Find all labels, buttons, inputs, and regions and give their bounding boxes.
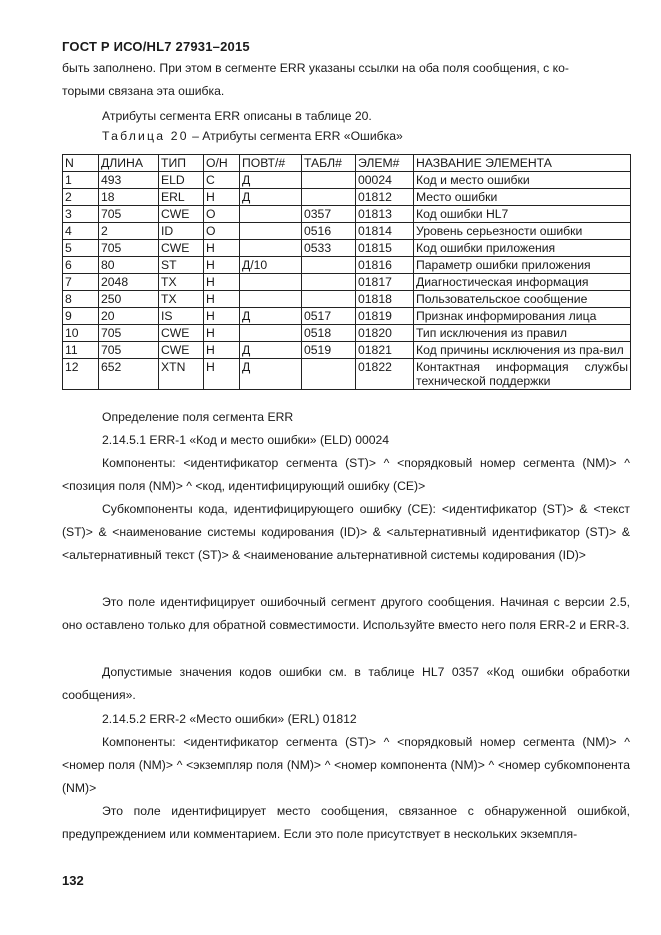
table-cell: Признак информирования лица [414, 308, 631, 325]
err-2-description: Это поле идентифицирует место сообщения, связанное с обнаруженной ошибкой, предупреждением или комментарием. Если это поле присутствует в нескольких экземпля- [62, 804, 630, 841]
table-row [63, 342, 631, 359]
table-cell: 80 [99, 257, 159, 274]
table-cell [302, 274, 356, 291]
table-cell: 01818 [356, 291, 414, 308]
table-cell: CWE [159, 325, 204, 342]
table-cell [240, 325, 302, 342]
table-cell: Д/10 [240, 257, 302, 274]
table-cell: О [204, 206, 240, 223]
table-cell: 18 [99, 189, 159, 206]
table-header-cell: ТАБЛ# [302, 155, 356, 172]
err-2-components: Компоненты: <идентификатор сегмента (ST)> ^ <порядковый номер сегмента (NM)> ^ <номер поля (NM)> ^ <экземпляр поля (NM)> ^ <номер компонента (NM)> ^ <номер субкомпонента (NM)> [62, 735, 630, 795]
table-cell: 705 [99, 240, 159, 257]
table-cell [302, 359, 356, 390]
table-cell: CWE [159, 240, 204, 257]
table-caption-dash: – [188, 129, 203, 143]
table-cell: Место ошибки [414, 189, 631, 206]
table-header-cell: О/Н [204, 155, 240, 172]
table-cell: 12 [63, 359, 99, 390]
intro-line-1: быть заполнено. При этом в сегменте ERR указаны ссылки на оба поля сообщения, с ко- [62, 61, 569, 75]
table-cell: 3 [63, 206, 99, 223]
table-row [63, 206, 631, 223]
table-cell: Диагностическая информация [414, 274, 631, 291]
intro-line-3: Атрибуты сегмента ERR описаны в таблице 20. [102, 109, 372, 123]
table-cell: Д [240, 308, 302, 325]
table-cell: Код ошибки HL7 [414, 206, 631, 223]
table-cell: 01821 [356, 342, 414, 359]
table-cell: 20 [99, 308, 159, 325]
standard-header: ГОСТ Р ИСО/HL7 27931–2015 [62, 39, 250, 54]
table-cell: Код причины исключения из пра-вил [414, 342, 631, 359]
table-cell: 2048 [99, 274, 159, 291]
table-cell: Д [240, 342, 302, 359]
table-cell: 250 [99, 291, 159, 308]
table-cell: 705 [99, 342, 159, 359]
table-cell: 01820 [356, 325, 414, 342]
table-cell: Уровень серьезности ошибки [414, 223, 631, 240]
table-cell: Н [204, 274, 240, 291]
table-cell: Пользовательское сообщение [414, 291, 631, 308]
table-cell: Н [204, 359, 240, 390]
table-caption-text: Атрибуты сегмента ERR «Ошибка» [202, 129, 403, 143]
table-row [63, 172, 631, 189]
table-cell: 705 [99, 325, 159, 342]
err-1-description: Это поле идентифицирует ошибочный сегмент другого сообщения. Начиная с версии 2.5, оно оставлено только для обратной совместимости. Используйте вместо него поля ERR-2 и ERR-3. [62, 595, 630, 632]
table-row [63, 257, 631, 274]
table-cell: ID [159, 223, 204, 240]
table-cell: ERL [159, 189, 204, 206]
table-row [63, 274, 631, 291]
table-caption [102, 129, 403, 143]
table-cell: 1 [63, 172, 99, 189]
table-row [63, 291, 631, 308]
table-row [63, 308, 631, 325]
table-cell: 01819 [356, 308, 414, 325]
err-1-allowed-values: Допустимые значения кодов ошибки см. в таблице HL7 0357 «Код ошибки обработки сообщения». [62, 665, 630, 702]
table-cell: Тип исключения из правил [414, 325, 631, 342]
page-number: 132 [62, 873, 84, 888]
table-cell: С [204, 172, 240, 189]
table-cell [302, 172, 356, 189]
table-cell: 0519 [302, 342, 356, 359]
table-cell: 7 [63, 274, 99, 291]
table-cell: 0533 [302, 240, 356, 257]
table-cell: Н [204, 257, 240, 274]
table-cell: 9 [63, 308, 99, 325]
table-cell: 00024 [356, 172, 414, 189]
table-cell [302, 257, 356, 274]
table-cell: 10 [63, 325, 99, 342]
table-cell [302, 189, 356, 206]
table-cell: CWE [159, 206, 204, 223]
table-cell: 01822 [356, 359, 414, 390]
table-cell: XTN [159, 359, 204, 390]
table-row [63, 240, 631, 257]
err-attributes-table [62, 154, 631, 390]
table-cell: О [204, 223, 240, 240]
table-cell [240, 274, 302, 291]
table-cell: Н [204, 240, 240, 257]
field-heading-err-2: 2.14.5.2 ERR-2 «Место ошибки» (ERL) 01812 [102, 712, 357, 726]
table-cell: ELD [159, 172, 204, 189]
table-cell: 2 [99, 223, 159, 240]
table-cell: 8 [63, 291, 99, 308]
table-cell: 5 [63, 240, 99, 257]
table-cell: 11 [63, 342, 99, 359]
table-cell [302, 291, 356, 308]
table-cell: Н [204, 308, 240, 325]
table-cell: 2 [63, 189, 99, 206]
field-heading-err-1: 2.14.5.1 ERR-1 «Код и место ошибки» (ELD) 00024 [102, 433, 390, 447]
table-cell: Д [240, 172, 302, 189]
table-row [63, 359, 631, 390]
table-header-cell: ПОВТ/# [240, 155, 302, 172]
table-cell: 01816 [356, 257, 414, 274]
table-cell: Контактная информация службы технической поддержки [414, 359, 631, 390]
table-cell: CWE [159, 342, 204, 359]
table-cell: 0516 [302, 223, 356, 240]
table-header-cell: ТИП [159, 155, 204, 172]
table-cell: Н [204, 342, 240, 359]
table-caption-label: Таблица 20 [102, 129, 189, 143]
table-cell [240, 240, 302, 257]
table-cell: 705 [99, 206, 159, 223]
section-heading: Определение поля сегмента ERR [102, 410, 294, 424]
table-cell: Н [204, 325, 240, 342]
table-cell: 6 [63, 257, 99, 274]
table-cell: 01815 [356, 240, 414, 257]
table-cell: 0518 [302, 325, 356, 342]
table-cell: 4 [63, 223, 99, 240]
err-1-subcomponents: Субкомпоненты кода, идентифицирующего ошибку (CE): <идентификатор (ST)> & <текст (ST)> & <наименование системы кодирования (ID)> & <альтернативный идентификатор (ST)> & <альтернативный текст (ST)> & <наименование альтернативной системы кодирования (ID)> [62, 502, 630, 562]
table-row [63, 189, 631, 206]
table-cell [240, 206, 302, 223]
table-cell: TX [159, 291, 204, 308]
table-cell [240, 223, 302, 240]
table-row [63, 325, 631, 342]
table-cell: Код ошибки приложения [414, 240, 631, 257]
table-cell: TX [159, 274, 204, 291]
table-header-cell: НАЗВАНИЕ ЭЛЕМЕНТА [414, 155, 631, 172]
table-cell: 01814 [356, 223, 414, 240]
table-header-cell: N [63, 155, 99, 172]
table-cell: 0517 [302, 308, 356, 325]
table-cell: 652 [99, 359, 159, 390]
table-cell: IS [159, 308, 204, 325]
table-cell: Н [204, 291, 240, 308]
table-header-cell: ЭЛЕМ# [356, 155, 414, 172]
table-header-cell: ДЛИНА [99, 155, 159, 172]
table-cell: 01817 [356, 274, 414, 291]
table-cell: 01813 [356, 206, 414, 223]
table-cell: 0357 [302, 206, 356, 223]
table-cell [240, 291, 302, 308]
table-cell: Д [240, 189, 302, 206]
table-header-row [63, 155, 631, 172]
intro-line-2: торыми связана эта ошибка. [62, 84, 225, 98]
table-row [63, 223, 631, 240]
err-1-components: Компоненты: <идентификатор сегмента (ST)> ^ <порядковый номер сегмента (NM)> ^ <позиция поля (NM)> ^ <код, идентифицирующий ошибку (CE)> [62, 456, 630, 493]
table-cell: Н [204, 189, 240, 206]
table-cell: ST [159, 257, 204, 274]
table-cell: 493 [99, 172, 159, 189]
table-cell: Параметр ошибки приложения [414, 257, 631, 274]
table-cell: Д [240, 359, 302, 390]
table-cell: Код и место ошибки [414, 172, 631, 189]
table-cell: 01812 [356, 189, 414, 206]
